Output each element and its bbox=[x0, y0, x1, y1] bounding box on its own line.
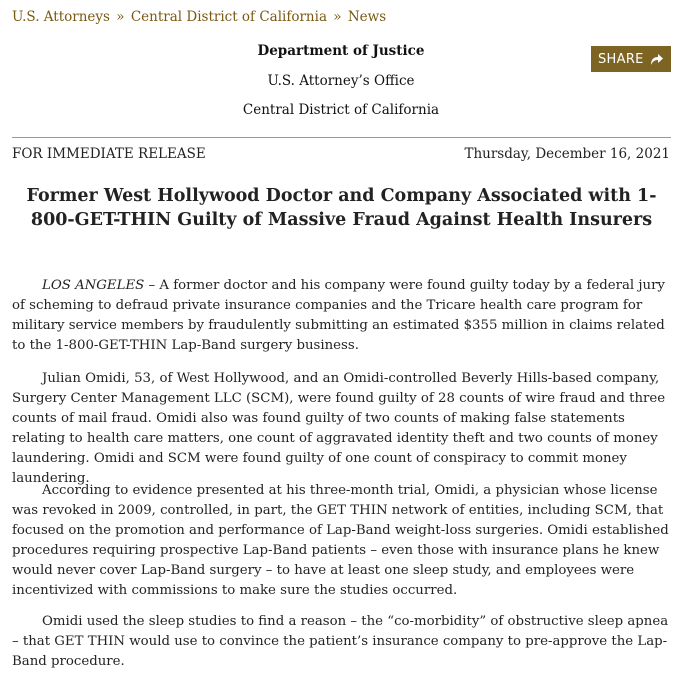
divider bbox=[12, 137, 671, 138]
article-paragraph-3: According to evidence presented at his three-month trial, Omidi, a physician whose license was revoked in 2009, controlled, in part, the GET THIN network of entities, including SCM, that focused on the promotion and performance of Lap-Band weight-loss surgeries. Omidi established procedures requiring prospective Lap-Band patients – even those with insurance plans he knew would never cover Lap-Band surgery – to have at least one sleep study, and employees were incentivized with commissions to make sure the studies occurred. bbox=[12, 483, 669, 598]
department-name: Department of Justice bbox=[257, 43, 425, 59]
office-name: U.S. Attorney’s Office bbox=[267, 73, 415, 89]
article-paragraph-1 bbox=[12, 276, 672, 356]
share-arrow-icon bbox=[647, 50, 665, 68]
breadcrumb bbox=[12, 9, 386, 25]
district-name: Central District of California bbox=[242, 102, 440, 118]
article-paragraph-2: Julian Omidi, 53, of West Hollywood, and an Omidi-controlled Beverly Hills-based company, Surgery Center Management LLC (SCM), were found guilty of 28 counts of wire fraud and three counts of mail fraud. Omidi also was found guilty of two counts of making false statements relating to health care matters, one count of aggravated identity theft and two counts of money laundering. Omidi and SCM were found guilty of one count of conspiracy to commit money laundering. bbox=[12, 371, 666, 486]
paragraph-1-text: – A former doctor and his company were found guilty today by a federal jury of scheming to defraud private insurance companies and the Tricare health care program for military service members by fraudulently submitting an estimated $355 million in claims related to the 1-800-GET-THIN Lap-Band surgery business. bbox=[12, 278, 665, 353]
share-button[interactable] bbox=[591, 46, 671, 72]
share-label: SHARE bbox=[598, 51, 644, 67]
dateline: LOS ANGELES bbox=[42, 278, 145, 293]
release-date: Thursday, December 16, 2021 bbox=[464, 146, 670, 162]
release-label: FOR IMMEDIATE RELEASE bbox=[12, 146, 206, 162]
breadcrumb-separator: » bbox=[116, 9, 125, 25]
breadcrumb-us-attorneys[interactable]: U.S. Attorneys bbox=[12, 9, 110, 25]
breadcrumb-separator: » bbox=[333, 9, 342, 25]
breadcrumb-news[interactable]: News bbox=[347, 9, 387, 25]
article-paragraph-4: Omidi used the sleep studies to find a reason – the “co-morbidity” of obstructive sleep apnea – that GET THIN would use to convince the patient’s insurance company to pre-approve the Lap-Band procedure. bbox=[12, 614, 669, 669]
article-title: Former West Hollywood Doctor and Company Associated with 1-800-GET-THIN Guilty of Massive Fraud Against Health Insurers bbox=[26, 186, 657, 230]
breadcrumb-central-district[interactable]: Central District of California bbox=[130, 9, 327, 25]
